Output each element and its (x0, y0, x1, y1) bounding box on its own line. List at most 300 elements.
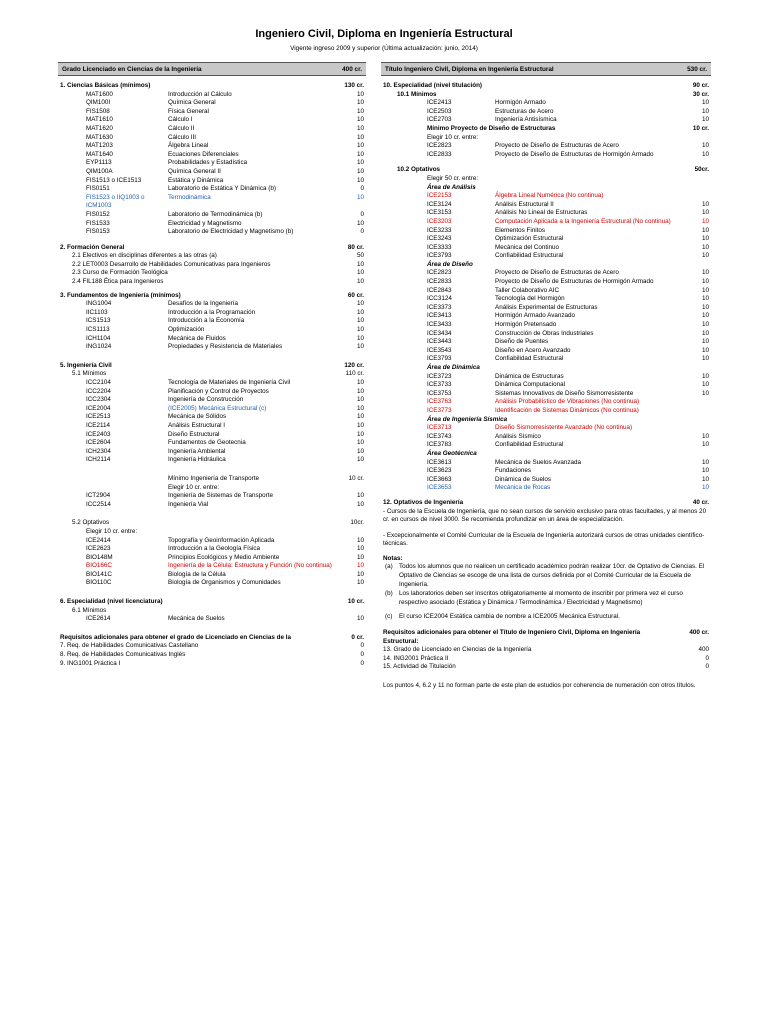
section-optativos-ingenieria-credits: 40 cr. (692, 498, 709, 506)
course-row (381, 142, 711, 151)
course-code: FIS0151 (86, 185, 110, 193)
course-credits: 10 (356, 193, 364, 201)
section-optativos-10-2-credits: 50cr. (694, 166, 709, 174)
course-name: Ingeniería Antisísmica (495, 116, 557, 124)
course-name: Fundaciones (495, 467, 532, 475)
course-row (381, 390, 711, 399)
course-credits: 10 (701, 116, 709, 124)
course-credits: 10 (701, 278, 709, 286)
course-credits: 10 (356, 142, 364, 150)
spacer (58, 465, 366, 475)
section-optativos-10-2 (381, 166, 711, 175)
course-name: Probabilidades y Estadística (168, 159, 248, 167)
course-credits: 10 (356, 90, 364, 98)
course-code: FIS1508 (86, 107, 110, 115)
course-code: ICE3433 (427, 321, 452, 329)
course-code: FIS0153 (86, 228, 110, 236)
course-name: Termodinámica (168, 193, 211, 201)
course-row (381, 99, 711, 108)
course-code: ICE2153 (427, 192, 452, 200)
course-row (381, 407, 711, 416)
course-row (58, 159, 366, 168)
course-code: ICE3543 (427, 346, 452, 354)
area-title (381, 184, 711, 193)
course-credits: 10 (356, 317, 364, 325)
list-item-credits: 0 (360, 651, 364, 659)
course-row (58, 142, 366, 151)
course-row (381, 312, 711, 321)
course-name: Proyecto de Diseño de Estructuras de Acero (495, 142, 619, 150)
course-code: ICE2403 (86, 430, 111, 438)
list-item (58, 642, 366, 651)
optativos-description: - Cursos de la Escuela de Ingeniería, que no sean cursos de servicio exclusivo para otras facultades, y al menos 20 cr. en cursos de nivel 3000. Se recomienda profundizar en un área de especialización. (383, 507, 707, 524)
section-requisitos-licenciado-credits: 0 cr. (351, 633, 364, 641)
course-credits: 10 (701, 243, 709, 251)
course-code: ICE2414 (86, 536, 111, 544)
section-requisitos-titulo (381, 629, 711, 638)
course-code: QIM100I (86, 99, 111, 107)
course-credits: 10 (701, 355, 709, 363)
requisitos-credits: 400 cr. (689, 629, 709, 637)
optativos-exception: - Excepcionalmente el Comité Curricular de la Escuela de Ingeniería autorizará cursos de otras unidades científico-técnicas. (383, 531, 705, 548)
notes-title-text: Notas: (383, 554, 403, 562)
course-credits: 0 (360, 185, 364, 193)
list-item (58, 261, 366, 270)
course-name: Ingeniería de Sistemas de Transporte (168, 492, 274, 500)
course-credits: 10 (356, 430, 364, 438)
course-code: ICE3233 (427, 226, 452, 234)
course-row (381, 235, 711, 244)
course-credits: 10 (356, 379, 364, 386)
course-credits: 10 (701, 346, 709, 354)
course-code: ICE3743 (427, 432, 452, 440)
column-header-label: Grado Licenciado en Ciencias de la Ingeniería (62, 65, 202, 73)
course-name: Ingeniería Hidráulica (168, 456, 226, 464)
list-item (58, 252, 366, 261)
course-name: Identificación de Sistemas Dinámicos (No continua) (495, 406, 639, 414)
course-code: ING1024 (86, 343, 112, 351)
course-row (58, 134, 366, 143)
course-code: ICE2833 (427, 150, 452, 158)
course-name: Optimización (168, 326, 205, 334)
course-row (58, 211, 366, 220)
course-code: ICE2413 (427, 99, 452, 107)
course-credits: 10 (356, 447, 364, 455)
course-row (381, 433, 711, 442)
course-row (58, 492, 366, 501)
area-title (381, 450, 711, 459)
spacer (58, 509, 366, 519)
course-credits: 10 (701, 381, 709, 389)
spacer (381, 672, 711, 682)
course-row (58, 501, 366, 510)
note-key: (a) (385, 563, 393, 571)
course-credits: 10 (356, 456, 364, 464)
spacer (58, 588, 366, 598)
course-credits: 10 (356, 99, 364, 107)
course-credits: 10 (701, 142, 709, 150)
section-formacion-general (58, 244, 366, 253)
course-code: FIS1513 o ICE1513 (86, 176, 142, 184)
course-credits: 10 (356, 159, 364, 167)
elegir-transporte-text: Elegir 10 cr. entre: (168, 483, 220, 491)
course-name: Cálculo III (168, 133, 196, 141)
course-credits: 10 (701, 150, 709, 158)
note-text: Los laboratorios deben ser inscritos obligatoriamente al momento de inscribir por primera vez el curso respectivo asociado (Estática y Dinámica / Termodinámica / Electricidad y Magnetismo) (399, 590, 683, 606)
course-credits: 10 (701, 312, 709, 320)
course-code: ICE3723 (427, 372, 452, 380)
course-name: Proyecto de Diseño de Estructuras de Hormigón Armado (495, 278, 654, 286)
list-item-text: 14. ING2001 Práctica II (383, 654, 449, 662)
course-row (58, 125, 366, 134)
page-subtitle: Vigente ingreso 2009 y superior (Última actualización: junio, 2014) (290, 45, 478, 52)
course-row (381, 244, 711, 253)
spacer (58, 352, 366, 362)
list-item (381, 655, 711, 664)
course-name: Física General (168, 107, 209, 115)
course-row (381, 269, 711, 278)
course-name: (ICE2005) Mecánica Estructural (c) (168, 404, 267, 412)
list-item-text: 2.2 LET0003 Desarrollo de Habilidades Comunicativas para Ingenieros (72, 260, 271, 268)
course-name: Ingeniería Vial (168, 500, 209, 508)
course-row (381, 304, 711, 313)
course-credits: 10 (356, 300, 364, 308)
course-row (381, 355, 711, 364)
section-minimos-10-1 (381, 91, 711, 100)
section-formacion-general-label: 2. Formación General (60, 243, 125, 251)
course-name: Ingeniería de Construcción (168, 396, 244, 404)
course-row (58, 422, 366, 431)
course-credits: 10 (356, 562, 364, 570)
section-ciencias-basicas-credits: 130 cr. (344, 82, 364, 89)
course-row (381, 218, 711, 227)
course-code: ICE2513 (86, 413, 111, 421)
course-code: ICE3613 (427, 458, 452, 466)
course-credits: 10 (356, 421, 364, 429)
course-row (58, 615, 366, 624)
course-code: QIM100A (86, 167, 113, 175)
course-row (58, 405, 366, 414)
section-ingenieria-civil-credits: 120 cr. (344, 361, 364, 369)
course-row (58, 413, 366, 422)
course-code: EYP1113 (86, 159, 112, 167)
section-optativos-ingenieria-label: 12. Optativos de Ingeniería (383, 498, 464, 506)
column-header-credits: 400 cr. (342, 65, 362, 73)
course-credits: 10 (356, 133, 364, 141)
course-name: Introducción a la Geología Física (168, 545, 261, 553)
course-name: Dinámica de Estructuras (495, 372, 564, 380)
course-code: ICC2514 (86, 500, 111, 508)
course-credits: 10 (356, 308, 364, 316)
course-code: ICE3203 (427, 217, 452, 225)
area-title (381, 261, 711, 270)
course-credits: 10 (356, 404, 364, 412)
course-credits: 10 (701, 475, 709, 483)
area-title-text: Área de Análisis (427, 183, 476, 191)
course-row (58, 194, 366, 203)
course-name: Planificación y Control de Proyectos (168, 387, 269, 395)
course-name: Diseño en Acero Avanzado (495, 346, 571, 354)
area-title-text: Área de Diseño (427, 260, 473, 268)
course-name: Introducción al Cálculo (168, 90, 232, 98)
course-credits: 10 (701, 458, 709, 466)
course-row (381, 116, 711, 125)
course-name: Análisis Experimental de Estructuras (495, 303, 598, 311)
elegir-optativos (58, 528, 366, 537)
course-row (58, 108, 366, 117)
list-item-credits: 0 (360, 659, 364, 667)
course-name: Proyecto de Diseño de Estructuras de Hormigón Armado (495, 150, 654, 158)
course-code: ICE2843 (427, 286, 452, 294)
course-credits: 10 (356, 176, 364, 184)
course-code: ICS1513 (86, 317, 111, 325)
course-code: ICE2004 (86, 404, 111, 412)
note-text: El curso ICE2004 Estática cambia de nombre a ICE2005 Mecánica Estructural. (399, 613, 620, 621)
course-name: Estructuras de Acero (495, 107, 554, 115)
course-name: Cálculo I (168, 116, 193, 124)
course-row (58, 571, 366, 580)
course-name: Laboratorio de Electricidad y Magnetismo (b) (168, 228, 294, 236)
area-title-text: Área Geotécnica (427, 449, 477, 457)
course-row (381, 459, 711, 468)
course-row (381, 227, 711, 236)
section-minimos-5-1 (58, 370, 366, 379)
course-code: ICE3793 (427, 355, 452, 363)
course-name: Dinámica Computacional (495, 381, 565, 389)
list-item-text: 2.1 Electivos en disciplinas diferentes a las otras (a) (72, 252, 217, 260)
course-code: ICE2114 (86, 421, 111, 429)
course-row (58, 388, 366, 397)
course-row (381, 424, 711, 433)
course-code: ICE3783 (427, 441, 452, 449)
course-row (381, 321, 711, 330)
list-item (58, 651, 366, 660)
course-credits: 10 (356, 413, 364, 421)
course-credits: 10 (701, 303, 709, 311)
course-code: FIS0152 (86, 210, 110, 218)
course-row (58, 300, 366, 309)
course-credits: 10 (356, 536, 364, 544)
course-name: Desafíos de la Ingeniería (168, 300, 239, 308)
list-item-text: 2.3 Curso de Formación Teológica (72, 269, 168, 277)
course-name: Álgebra Lineal (168, 142, 209, 150)
note-item (381, 590, 711, 607)
course-credits: 10 (701, 226, 709, 234)
list-item-text: 9. ING1001 Práctica I (60, 659, 121, 667)
course-name: Fundamentos de Geotecnia (168, 439, 246, 447)
course-code: ICE3413 (427, 312, 452, 320)
course-credits: 10 (701, 467, 709, 475)
course-credits: 10 (701, 295, 709, 303)
course-credits: 10 (356, 116, 364, 124)
section-requisitos-licenciado-label: Requisitos adicionales para obtener el grado de Licenciado en Ciencias de la (60, 633, 291, 641)
list-item-credits: 10 (356, 260, 364, 268)
course-code: IIC1103 (86, 308, 108, 316)
course-row (58, 448, 366, 457)
list-item-credits: 400 (698, 646, 709, 654)
spacer (381, 159, 711, 166)
course-code: ICE3623 (427, 467, 452, 475)
list-item (381, 646, 711, 655)
section-especialidad-licenciatura-label: 6. Especialidad (nivel licenciatura) (60, 598, 163, 606)
course-name: Electricidad y Magnetismo (168, 219, 242, 227)
course-code: ICH2304 (86, 447, 111, 455)
course-name: Introducción a la Economía (168, 317, 245, 325)
course-name: Computación Aplicada a la Ingeniería Estructural (No continua) (495, 217, 671, 225)
course-name: Química General II (168, 167, 221, 175)
list-item-credits: 50 (356, 252, 364, 260)
course-row (381, 476, 711, 485)
elegir-proyecto-text: Elegir 10 cr. entre: (427, 133, 479, 141)
course-code: ICE2703 (427, 116, 452, 124)
course-name: Análisis Estructural I (168, 421, 226, 429)
section-ciencias-basicas (58, 82, 366, 91)
course-credits: 10 (356, 219, 364, 227)
note-item (381, 563, 711, 589)
column-header-label: Título Ingeniero Civil, Diploma en Ingeniería Estructural (385, 65, 554, 73)
course-credits: 10 (356, 387, 364, 395)
course-row (58, 151, 366, 160)
course-row (58, 177, 366, 186)
column-header (381, 62, 711, 76)
course-row (58, 326, 366, 335)
section-ciencias-basicas-label: 1. Ciencias Básicas (mínimos) (60, 82, 151, 89)
area-title (381, 416, 711, 425)
course-name: Ingeniería de la Célula: Estructura y Función (No continua) (168, 562, 332, 570)
course-credits: 10 (356, 553, 364, 561)
course-row (58, 439, 366, 448)
section-optativos-5-2 (58, 519, 366, 528)
column-header (58, 62, 366, 76)
course-code: ICM1003 (86, 202, 112, 210)
course-row (58, 579, 366, 588)
section-fundamentos-credits: 60 cr. (347, 291, 364, 299)
requisitos-label-cont-text: Estructural: (383, 637, 419, 645)
section-minimos-6-1 (58, 607, 366, 616)
course-name: Proyecto de Diseño de Estructuras de Acero (495, 269, 619, 277)
elegir-transporte (58, 484, 366, 493)
course-credits: 10 (701, 372, 709, 380)
course-row (381, 278, 711, 287)
course-row (381, 398, 711, 407)
course-code: MAT1610 (86, 116, 113, 124)
course-name: Química General (168, 99, 216, 107)
course-credits: 10 (356, 439, 364, 447)
course-code: ICE3243 (427, 235, 452, 243)
course-name: Mecánica de Fluidos (168, 334, 226, 342)
list-item-text: 8. Req. de Habilidades Comunicativas Inglés (60, 651, 186, 659)
course-row (58, 537, 366, 546)
course-row (381, 287, 711, 296)
course-name: Mecánica de Sólidos (168, 413, 227, 421)
course-credits: 10 (701, 269, 709, 277)
course-name: Diseño Sismorresistente Avanzado (No continua) (495, 424, 633, 432)
course-name: Confiabilidad Estructural (495, 441, 564, 449)
course-name: Ecuaciones Diferenciales (168, 150, 239, 158)
course-credits: 10 (356, 334, 364, 342)
course-name: Cálculo II (168, 124, 195, 132)
column-header-credits: 530 cr. (687, 65, 707, 73)
course-code: ICE2604 (86, 439, 111, 447)
course-code: ICC2304 (86, 396, 111, 404)
area-title (381, 364, 711, 373)
course-credits: 10 (356, 107, 364, 115)
section-optativos-ingenieria (381, 499, 711, 508)
course-row (381, 330, 711, 339)
course-code: ICE3653 (427, 484, 452, 492)
course-name: Laboratorio de Estática Y Dinámica (b) (168, 185, 276, 193)
course-code: ICE3124 (427, 200, 452, 208)
area-title-text: Área de Ingeniería Sísmica (427, 415, 508, 423)
course-credits: 10 (356, 326, 364, 334)
list-item-credits: 0 (705, 663, 709, 671)
section-minimo-proyecto-label: Mínimo Proyecto de Diseño de Estructuras (427, 124, 556, 132)
course-code: ICE3773 (427, 406, 452, 414)
list-item-text: 2.4 FIL188 Ética para Ingenieros (72, 278, 164, 286)
course-name: Laboratorio de Termodinámica (b) (168, 210, 263, 218)
section-fundamentos-label: 3. Fundamentos de Ingeniería (mínimos) (60, 291, 181, 299)
course-credits: 10 (356, 545, 364, 553)
course-credits: 10 (701, 200, 709, 208)
course-code: ICE2823 (427, 269, 452, 277)
course-credits: 10 (701, 321, 709, 329)
course-code: ICH1104 (86, 334, 111, 342)
course-code: ICE3713 (427, 424, 452, 432)
list-item (58, 269, 366, 278)
course-code: ICE2623 (86, 545, 111, 553)
course-name: Biología de Organismos y Comunidades (168, 579, 281, 587)
course-row (58, 545, 366, 554)
page-title: Ingeniero Civil, Diploma en Ingeniería Estructural (255, 28, 513, 40)
course-name: Hormigón Armado (495, 99, 546, 107)
course-code: MAT1600 (86, 90, 113, 98)
list-item-text: 15. Actividad de Titulación (383, 663, 456, 671)
course-row (58, 99, 366, 108)
section-especialidad-licenciatura (58, 598, 366, 607)
course-name: Diseño Estructural (168, 430, 220, 438)
course-row (381, 484, 711, 493)
course-row (381, 441, 711, 450)
list-item-credits: 10 (356, 278, 364, 286)
course-row (381, 373, 711, 382)
course-name: Principios Ecológicos y Medio Ambiente (168, 553, 280, 561)
course-code: ICE2833 (427, 278, 452, 286)
course-row (381, 108, 711, 117)
area-title-text: Área de Dinámica (427, 364, 480, 371)
course-row (58, 202, 366, 211)
course-code: ICE3763 (427, 398, 452, 406)
list-item (58, 660, 366, 669)
course-credits: 10 (701, 441, 709, 449)
course-code: ICE2503 (427, 107, 452, 115)
course-credits: 10 (701, 286, 709, 294)
elegir-optativos-10-2-text: Elegir 50 cr. entre: (427, 174, 479, 182)
course-row (58, 456, 366, 465)
course-credits: 10 (701, 329, 709, 337)
section-optativos-10-2-label: 10.2 Optativos (397, 166, 441, 174)
spacer (58, 237, 366, 244)
course-row (58, 228, 366, 237)
course-row (58, 335, 366, 344)
course-credits: 0 (360, 210, 364, 218)
list-item (381, 663, 711, 672)
course-credits: 10 (701, 209, 709, 217)
course-row (58, 379, 366, 388)
course-code: MAT1630 (86, 133, 113, 141)
course-credits: 10 (356, 150, 364, 158)
course-code: ICC2104 (86, 379, 111, 386)
elegir-optativos-text: Elegir 10 cr. entre: (86, 527, 138, 535)
